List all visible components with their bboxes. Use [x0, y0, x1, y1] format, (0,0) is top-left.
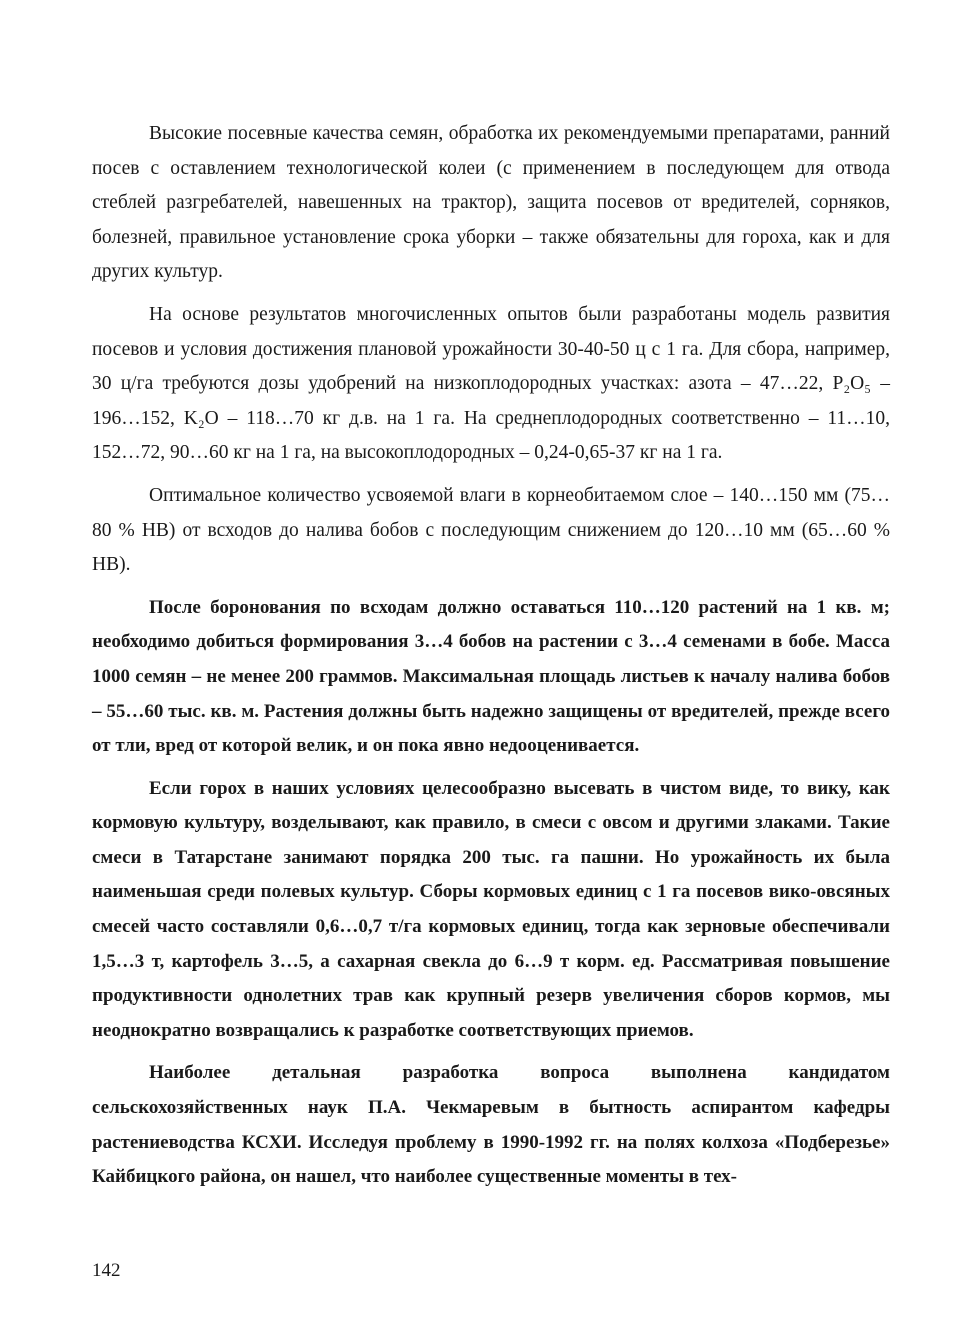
paragraph-3: Оптимальное количество усвояемой влаги в корнеобитаемом слое – 140…150 мм (75…80 % НВ) от всходов до налива бобов с последующим снижением до 120…10 мм (65…60 % НВ).	[92, 484, 890, 576]
paragraph-1: Высокие посевные качества семян, обработка их рекомендуемыми препаратами, ранний посев с оставлением технологической колеи (с применением в последующем для отвода стеблей разгребателей, навешенных на трактор), защита посевов от вредителей, сорняков, болезней, правильное установление срока уборки – также обязательны для гороха, как и для других культур.	[92, 123, 890, 283]
paragraph-5: Если горох в наших условиях целесообразно высевать в чистом виде, то вику, как кормовую культуру, возделывают, как правило, в смеси с овсом и другими злаками. Такие смеси в Татарстане занимают порядка 200 тыс. га пашни. Но урожайность их была наименьшая среди полевых культур. Сборы кормовых единиц с 1 га посевов вико-овсяных смесей часто составляли 0,6…0,7 т/га кормовых единиц, тогда как зерновые обеспечивали 1,5…3 т, картофель 3…5, а сахарная свекла до 6…9 т корм. ед. Рассматривая повышение продуктивности однолетних трав как крупный резерв увеличения сборов кормов, мы неоднократно возвращались к разработке соответствующих приемов.	[92, 777, 890, 1041]
paragraph-6: Наиболее детальная разработка вопроса выполнена кандидатом сельскохозяйственных наук П.А. Чекмаревым в бытность аспирантом кафедры растениеводства КСХИ. Исследуя проблему в 1990-1992 гг. на полях колхоза «Подберезье» Кайбицкого района, он нашел, что наиболее существенные моменты в тех-	[92, 1062, 890, 1188]
document-page	[92, 117, 890, 1203]
page-number: 142	[92, 1260, 121, 1281]
paragraph-2: На основе результатов многочисленных опытов были разработаны модель развития посевов и условия достижения плановой урожайности 30-40-50 ц с 1 га. Для сбора, например, 30 ц/га требуются дозы удобрений на низкоплодородных участках: азота – 47…22, P₂O₅ – 196…152, K₂O – 118…70 кг д.в. на 1 га. На среднеплодородных соответственно – 11…10, 152…72, 90…60 кг на 1 га, на высокоплодородных – 0,24-0,65-37 кг на 1 га.	[92, 303, 890, 464]
paragraph-4: После боронования по всходам должно оставаться 110…120 растений на 1 кв. м; необходимо добиться формирования 3…4 бобов на растении с 3…4 семенами в бобе. Масса 1000 семян – не менее 200 граммов. Максимальная площадь листьев к началу налива бобов – 55…60 тыс. кв. м. Растения должны быть надежно защищены от вредителей, прежде всего от тли, вред от которой велик, и он пока явно недооценивается.	[92, 596, 890, 757]
